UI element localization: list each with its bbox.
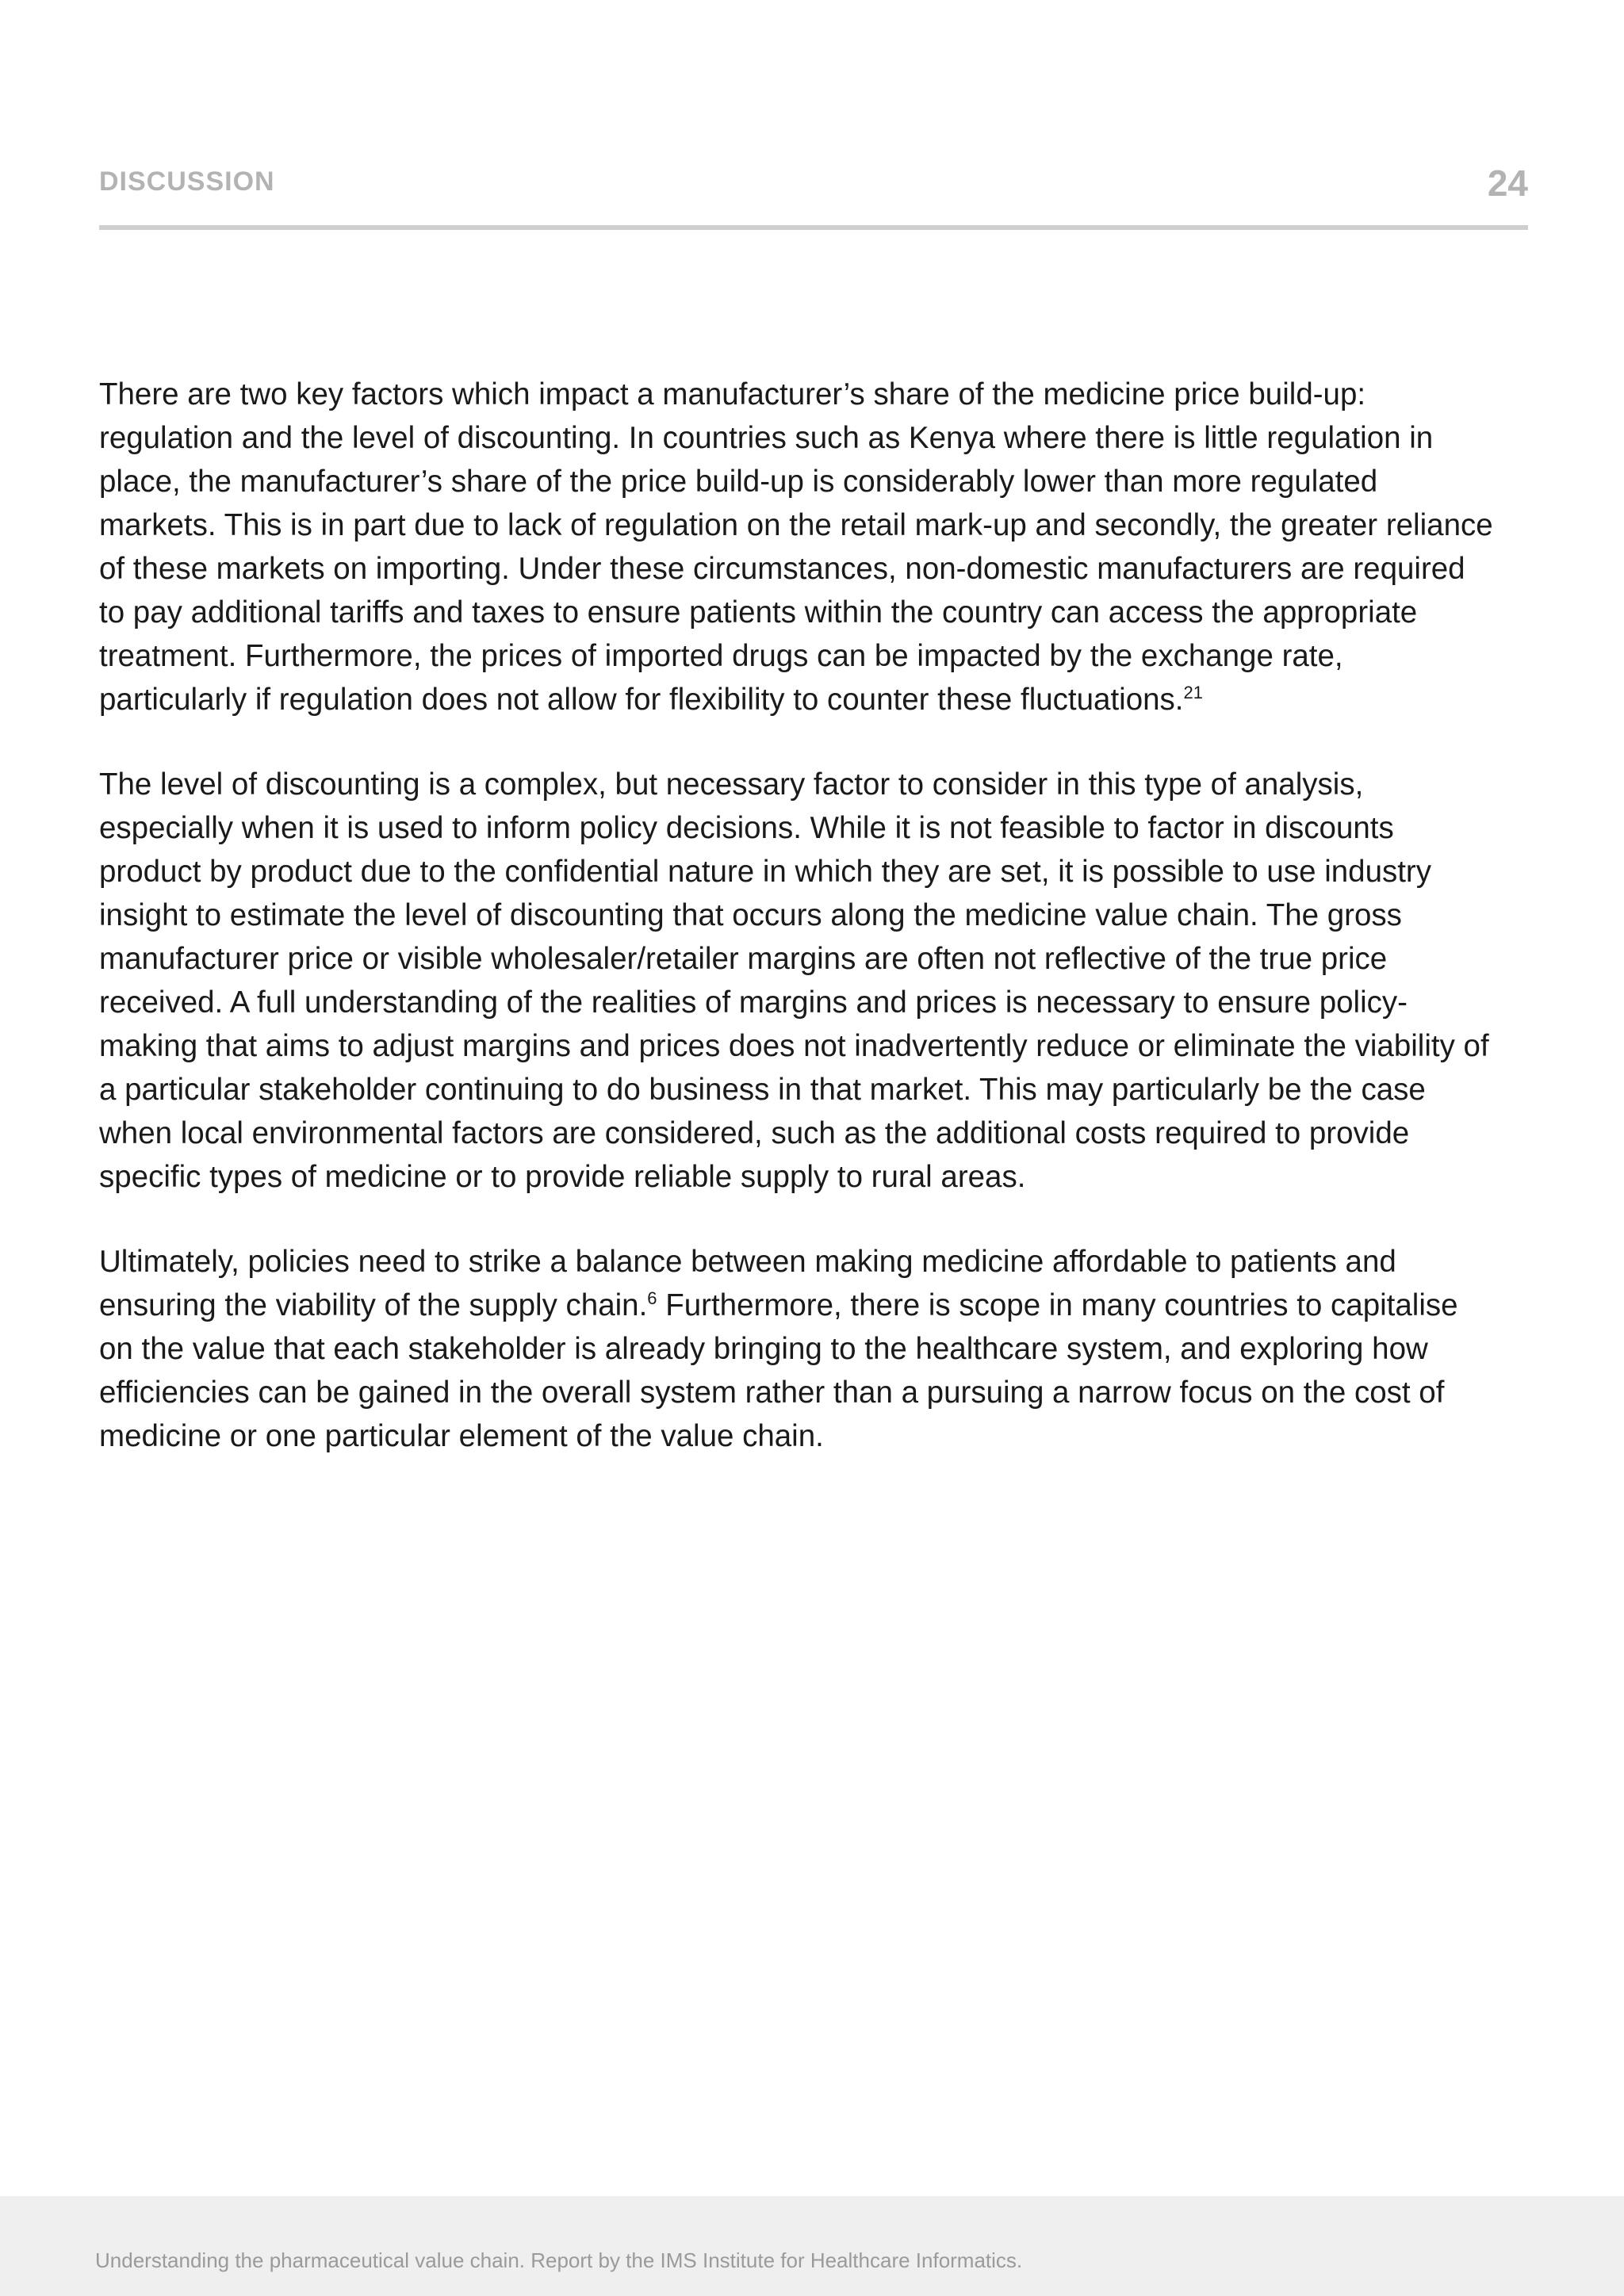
section-label: DISCUSSION <box>99 166 275 197</box>
footnote-ref-21: 21 <box>1183 683 1203 703</box>
footer-text: Understanding the pharmaceutical value chain. Report by the IMS Institute for Healthcare Informatics. <box>95 2248 1023 2272</box>
paragraph-1 <box>99 373 1495 721</box>
footnote-ref-6: 6 <box>647 1288 657 1309</box>
page-number: 24 <box>1487 163 1528 204</box>
header-divider <box>99 225 1528 230</box>
paragraph-3-text-after: Furthermore, there is scope in many countries to capitalise on the value that each stakeholder is already bringing to the healthcare system, and exploring how efficiencies can be gained in the overall system rather than a pursuing a narrow focus on the cost of medicine or one particular element of the value chain. <box>99 1288 1458 1453</box>
paragraph-3-text-before: Ultimately, policies need to strike a balance between making medicine affordable to patients and ensuring the viability of the supply chain. <box>99 1245 1396 1322</box>
page-header <box>99 159 1528 232</box>
paragraph-3 <box>99 1240 1495 1458</box>
page-footer <box>0 2196 1624 2296</box>
paragraph-1-text: There are two key factors which impact a manufacturer’s share of the medicine price build-up: regulation and the level of discounting. In countries such as Kenya where there is little regulation in place, the manufacturer’s share of the price build-up is considerably lower than more regulated markets. This is in part due to lack of regulation on the retail mark-up and secondly, the greater reliance of these markets on importing. Under these circumstances, non-domestic manufacturers are required to pay additional tariffs and taxes to ensure patients within the country can access the appropriate treatment. Furthermore, the prices of imported drugs can be impacted by the exchange rate, particularly if regulation does not allow for flexibility to counter these fluctuations. <box>99 377 1493 717</box>
paragraph-2-text: The level of discounting is a complex, but necessary factor to consider in this type of analysis, especially when it is used to inform policy decisions. While it is not feasible to factor in discounts product by product due to the confidential nature in which they are set, it is possible to use industry insight to estimate the level of discounting that occurs along the medicine value chain. The gross manufacturer price or visible wholesaler/retailer margins are often not reflective of the true price received. A full understanding of the realities of margins and prices is necessary to ensure policy-making that aims to adjust margins and prices does not inadvertently reduce or eliminate the viability of a particular stakeholder continuing to do business in that market. This may particularly be the case when local environmental factors are considered, such as the additional costs required to provide specific types of medicine or to provide reliable supply to rural areas. <box>99 767 1489 1194</box>
paragraph-2 <box>99 763 1495 1199</box>
body-text <box>99 373 1495 1499</box>
